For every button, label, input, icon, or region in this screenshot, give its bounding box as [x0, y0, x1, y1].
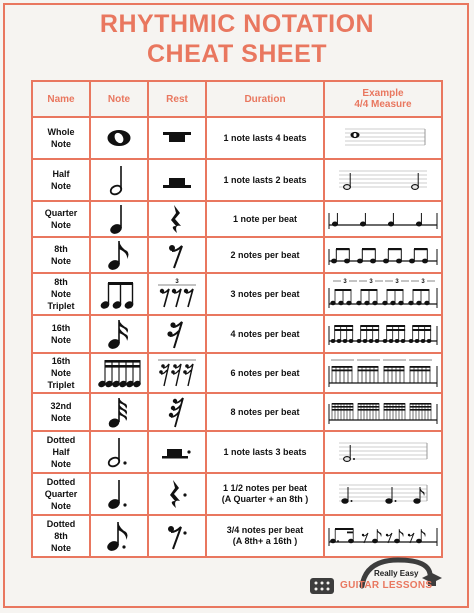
header-example-line2: 4/4 Measure	[354, 99, 412, 110]
table-row	[32, 273, 442, 315]
row-duration	[206, 117, 324, 159]
table-row	[32, 159, 442, 201]
row-duration-line1: 8 notes per beat	[230, 406, 300, 417]
row-duration	[206, 515, 324, 557]
row-name-line2: Note	[51, 413, 71, 423]
row-duration	[206, 315, 324, 353]
example-staff-whole	[324, 117, 442, 159]
dotted-eighth-note-icon	[90, 515, 148, 557]
row-name-line2: Note	[51, 220, 71, 230]
row-name-line1: Dotted	[46, 519, 76, 529]
table-row	[32, 315, 442, 353]
row-duration	[206, 237, 324, 273]
example-staff-eighth	[324, 237, 442, 273]
eighth-triplet-icon	[90, 273, 148, 315]
sixteenth-triplet-rest-icon	[148, 353, 206, 393]
row-name-line3: Note	[51, 501, 71, 511]
table-row	[32, 201, 442, 237]
logo-line2: GUITAR LESSONS	[340, 580, 433, 591]
row-name-line3: Triplet	[47, 380, 75, 390]
row-name	[32, 431, 90, 473]
thirty-second-note-icon	[90, 393, 148, 431]
cheat-sheet-table	[31, 80, 443, 558]
row-name	[32, 201, 90, 237]
triplet-mark-1: 3	[343, 279, 347, 285]
triplet-mark-4: 3	[421, 279, 425, 285]
row-name-line2: Half	[52, 447, 70, 457]
example-staff-eighth-triplet	[324, 273, 442, 315]
row-duration-line2: (A 8th+ a 16th )	[232, 536, 298, 546]
row-duration	[206, 431, 324, 473]
example-staff-thirty-second	[324, 393, 442, 431]
header-rest: Rest	[148, 81, 206, 117]
row-duration-line1: 1 1/2 notes per beat	[222, 483, 308, 493]
header-duration: Duration	[206, 81, 324, 117]
page-title-line2: CHEAT SHEET	[146, 40, 328, 68]
triplet-mark-3: 3	[395, 279, 399, 285]
row-name-line3: Note	[51, 459, 71, 469]
row-duration-line1: 1 note lasts 2 beats	[223, 174, 307, 185]
sixteenth-note-icon	[90, 315, 148, 353]
header-example-line1: Example	[362, 88, 404, 99]
row-name-line3: Note	[51, 543, 71, 553]
row-name-line2: Quarter	[44, 489, 78, 499]
half-rest-icon	[148, 159, 206, 201]
row-name-line2: Note	[51, 181, 71, 191]
header-name: Name	[32, 81, 90, 117]
whole-note-icon	[90, 117, 148, 159]
row-duration-line1: 2 notes per beat	[230, 249, 300, 260]
row-duration	[206, 273, 324, 315]
row-name	[32, 353, 90, 393]
row-duration-line1: 6 notes per beat	[230, 367, 300, 378]
row-name-line1: Quarter	[44, 208, 78, 218]
table-row	[32, 515, 442, 557]
row-duration	[206, 353, 324, 393]
table-row	[32, 431, 442, 473]
row-name-line2: Note	[51, 139, 71, 149]
row-name-line2: Note	[51, 256, 71, 266]
row-duration-line2: (A Quarter + an 8th )	[221, 494, 309, 504]
row-name-line1: 16th	[51, 356, 71, 366]
row-name-line2: Note	[51, 289, 71, 299]
row-duration-line1: 4 notes per beat	[230, 328, 300, 339]
row-name-line2: Note	[51, 368, 71, 378]
row-name	[32, 515, 90, 557]
whole-rest-icon	[148, 117, 206, 159]
row-duration-line1: 3/4 notes per beat	[226, 525, 304, 535]
row-name-line1: 8th	[54, 277, 68, 287]
example-staff-half	[324, 159, 442, 201]
header-note: Note	[90, 81, 148, 117]
row-name-line1: 32nd	[50, 401, 72, 411]
row-name	[32, 237, 90, 273]
example-staff-sixteenth-triplet	[324, 353, 442, 393]
row-name-line1: Half	[52, 169, 70, 179]
table-row	[32, 117, 442, 159]
row-duration-line1: 1 note lasts 3 beats	[223, 446, 307, 457]
row-duration	[206, 201, 324, 237]
header-example	[324, 81, 442, 117]
eighth-triplet-rest-icon	[148, 273, 206, 315]
table-row	[32, 237, 442, 273]
row-name-line3: Triplet	[47, 301, 75, 311]
row-name	[32, 393, 90, 431]
row-duration	[206, 473, 324, 515]
example-staff-dotted-half	[324, 431, 442, 473]
row-name	[32, 473, 90, 515]
table-row	[32, 353, 442, 393]
table-header-row	[32, 81, 442, 117]
row-name-line1: Dotted	[46, 435, 76, 445]
row-duration-line1: 1 note lasts 4 beats	[223, 132, 307, 143]
eighth-rest-icon	[148, 237, 206, 273]
example-staff-dotted-quarter	[324, 473, 442, 515]
sixteenth-rest-icon	[148, 315, 206, 353]
eighth-note-icon	[90, 237, 148, 273]
quarter-note-icon	[90, 201, 148, 237]
page-title-line1: RHYTHMIC NOTATION	[99, 10, 375, 38]
guitar-lessons-logo	[306, 556, 446, 600]
row-name-line1: 16th	[51, 323, 71, 333]
half-note-icon	[90, 159, 148, 201]
row-name-line1: 8th	[54, 244, 68, 254]
dotted-half-note-icon	[90, 431, 148, 473]
row-duration-line1: 1 note per beat	[232, 213, 297, 224]
example-staff-quarter	[324, 201, 442, 237]
example-staff-dotted-eighth	[324, 515, 442, 557]
dotted-eighth-rest-icon	[148, 515, 206, 557]
sixteenth-triplet-icon	[90, 353, 148, 393]
row-duration	[206, 393, 324, 431]
rest-triplet-mark: 3	[175, 279, 179, 285]
dotted-quarter-rest-icon	[148, 473, 206, 515]
row-name	[32, 315, 90, 353]
row-duration	[206, 159, 324, 201]
dotted-half-rest-icon	[148, 431, 206, 473]
logo-line1: Really Easy	[374, 569, 419, 578]
row-name-line1: Whole	[47, 127, 75, 137]
row-name	[32, 159, 90, 201]
triplet-mark-2: 3	[369, 279, 373, 285]
table-row	[32, 473, 442, 515]
dotted-quarter-note-icon	[90, 473, 148, 515]
row-name-line1: Dotted	[46, 477, 76, 487]
thirty-second-rest-icon	[148, 393, 206, 431]
row-name-line2: Note	[51, 335, 71, 345]
row-name	[32, 273, 90, 315]
row-duration-line1: 3 notes per beat	[230, 288, 300, 299]
quarter-rest-icon	[148, 201, 206, 237]
row-name	[32, 117, 90, 159]
table-row	[32, 393, 442, 431]
row-name-line2: 8th	[54, 531, 68, 541]
example-staff-sixteenth	[324, 315, 442, 353]
